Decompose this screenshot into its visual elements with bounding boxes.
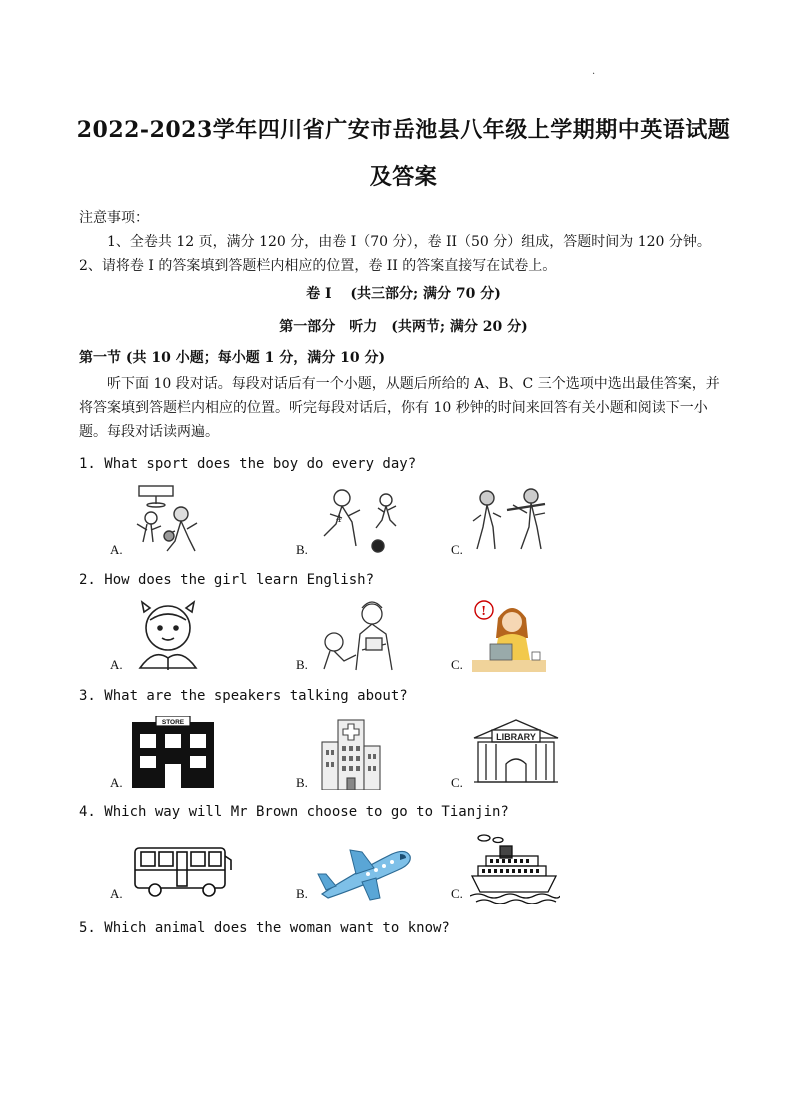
store-sign-text: STORE bbox=[161, 719, 185, 726]
page-dot: . bbox=[592, 66, 596, 77]
soccer-players-icon bbox=[318, 486, 400, 558]
baseball-players-icon bbox=[467, 486, 555, 558]
girl-reading-icon bbox=[132, 598, 204, 672]
q1-option-c-label: C. bbox=[451, 542, 463, 557]
q3-option-c-label: C. bbox=[451, 775, 463, 790]
q4-option-a-label: A. bbox=[110, 886, 123, 901]
q2-option-b-label: B. bbox=[296, 657, 308, 672]
question-2-text: 2. How does the girl learn English? bbox=[79, 572, 375, 588]
girl-with-laptop-icon bbox=[472, 598, 546, 672]
bus-icon bbox=[133, 846, 233, 898]
library-building-icon bbox=[472, 716, 560, 784]
question-3-text: 3. What are the speakers talking about? bbox=[79, 688, 408, 704]
part1-heading: 第一部分 听力 (共两节; 满分 20 分) bbox=[279, 319, 528, 335]
notes-item-2: 2、请将卷 I 的答案填到答题栏内相应的位置，卷 II 的答案直接写在试卷上。 bbox=[79, 258, 557, 274]
ship-icon bbox=[470, 832, 560, 904]
document-title-line2: 及答案 bbox=[369, 164, 438, 190]
section1-heading: 第一节 (共 10 小题；每小题 1 分，满分 10 分) bbox=[79, 350, 386, 366]
question-5-text: 5. Which animal does the woman want to know? bbox=[79, 920, 450, 936]
notes-heading: 注意事项： bbox=[79, 210, 149, 226]
volume-heading: 卷 I (共三部分; 满分 70 分) bbox=[306, 286, 501, 302]
question-4-text: 4. Which way will Mr Brown choose to go to Tianjin? bbox=[79, 804, 509, 820]
notes-item-1: 1、全卷共 12 页，满分 120 分，由卷 I（70 分），卷 II（50 分）组成，答题时间为 120 分钟。 bbox=[107, 234, 711, 250]
teacher-with-student-icon bbox=[316, 598, 402, 672]
q3-option-a-label: A. bbox=[110, 775, 123, 790]
q4-option-b-label: B. bbox=[296, 886, 308, 901]
q3-option-b-label: B. bbox=[296, 775, 308, 790]
svg-text:4: 4 bbox=[336, 515, 342, 525]
q1-option-b-label: B. bbox=[296, 542, 308, 557]
q1-option-a-label: A. bbox=[110, 542, 123, 557]
hospital-building-icon bbox=[318, 716, 382, 790]
basketball-players-icon bbox=[133, 484, 213, 558]
store-building-icon bbox=[132, 716, 214, 788]
library-sign-text: LIBRARY bbox=[496, 732, 536, 742]
question-1-text: 1. What sport does the boy do every day? bbox=[79, 456, 417, 472]
svg-text:!: ! bbox=[481, 604, 487, 618]
q2-option-c-label: C. bbox=[451, 657, 463, 672]
document-title-line1: 2022-2023学年四川省广安市岳池县八年级上学期期中英语试题 bbox=[76, 117, 731, 143]
q2-option-a-label: A. bbox=[110, 657, 123, 672]
airplane-icon bbox=[316, 844, 414, 902]
instructions-paragraph: 听下面 10 段对话。每段对话后有一个小题，从题后所给的 A、B、C 三个选项中选出最佳答案，并将答案填到答题栏内相应的位置。听完每段对话后，你有 10 秒钟的时间来回答有关小题和阅读下一小题。每段对话读两遍。 bbox=[79, 376, 720, 440]
q4-option-c-label: C. bbox=[451, 886, 463, 901]
